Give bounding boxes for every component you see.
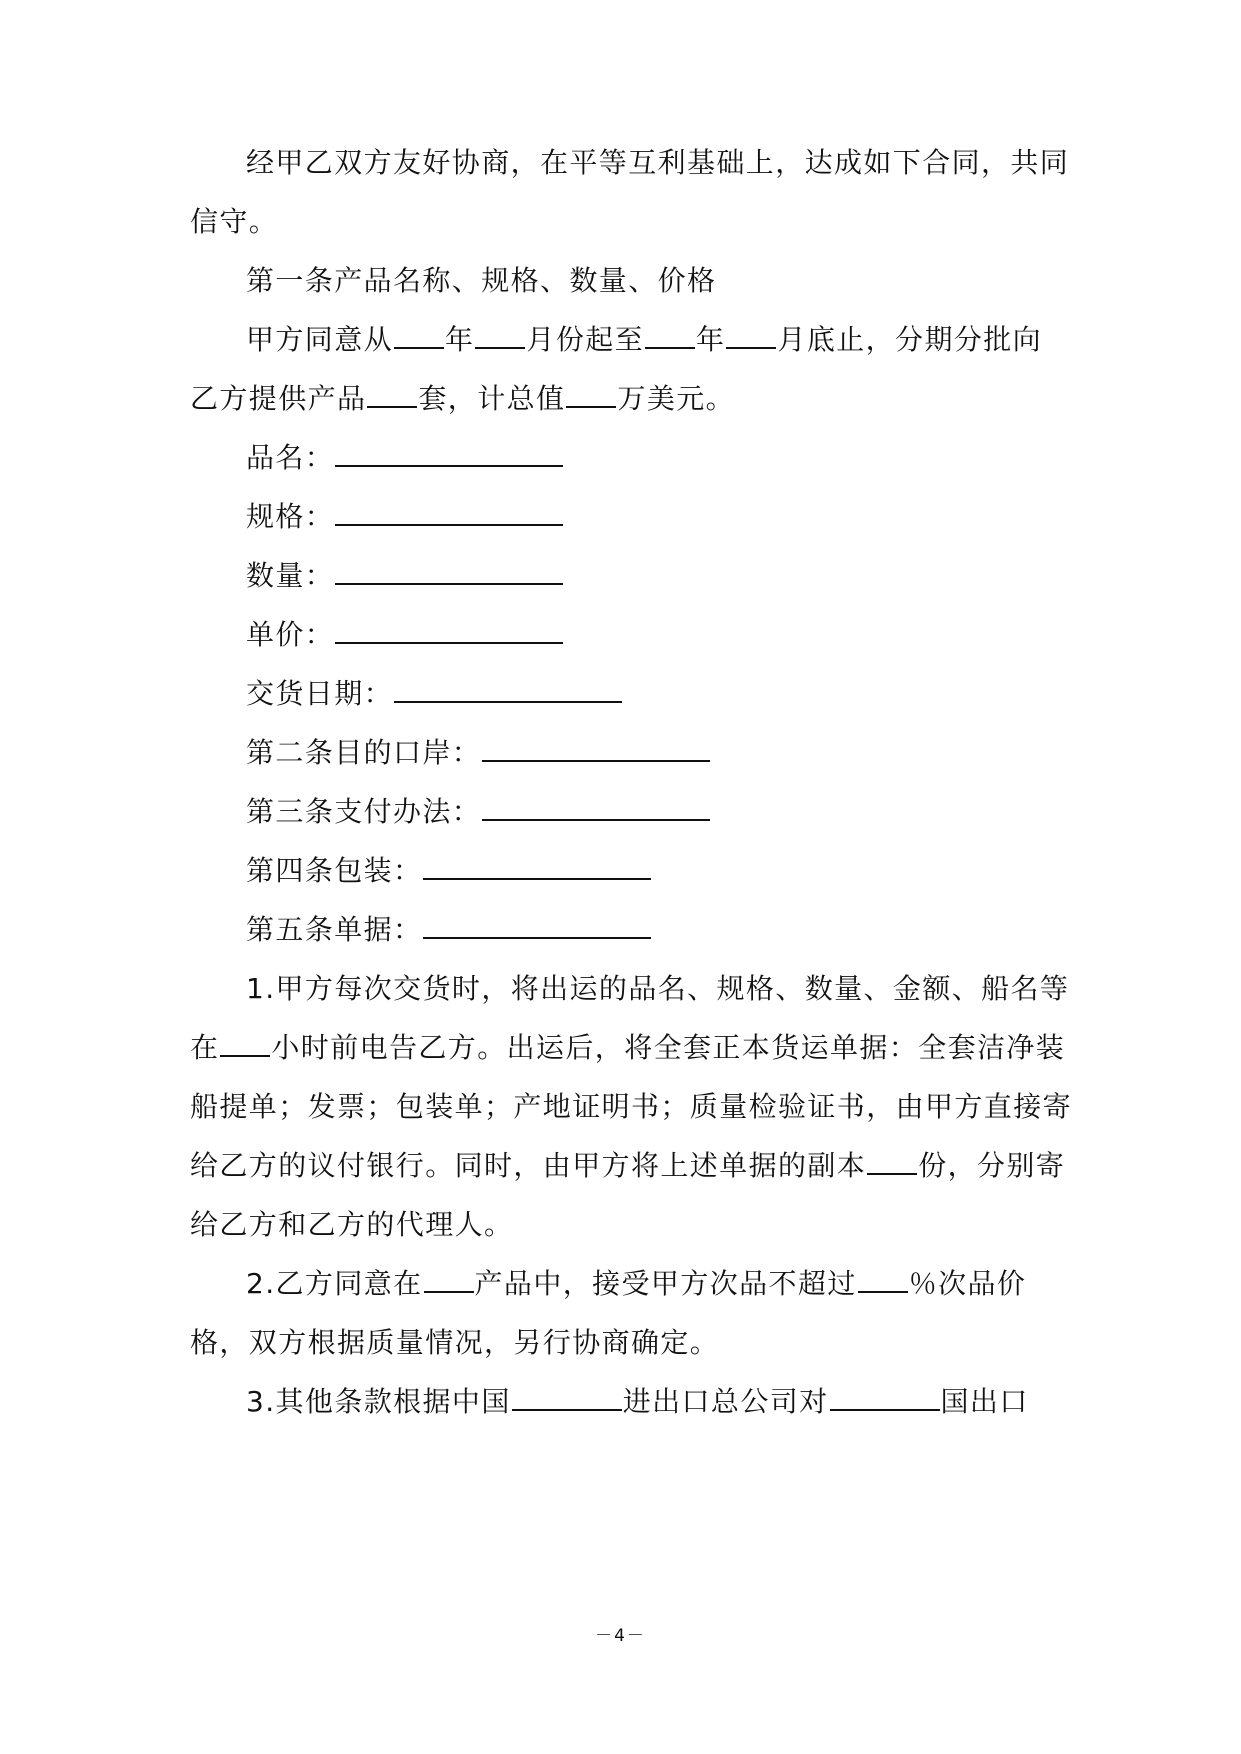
blank-hours xyxy=(220,1029,270,1057)
blank-specification xyxy=(335,498,563,526)
blank-sets xyxy=(367,380,417,408)
article-2-port: 第二条目的口岸： xyxy=(246,733,711,773)
blank-country xyxy=(830,1383,940,1411)
article-4-packaging: 第四条包装： xyxy=(246,851,652,891)
clause-1-line5: 给乙方和乙方的代理人。 xyxy=(190,1208,514,1241)
blank-documents xyxy=(423,911,651,939)
paragraph-intro-line2: 信守。 xyxy=(190,205,279,238)
field-specification: 规格： xyxy=(246,497,564,537)
clause-2-line1: 2.乙方同意在 产品中，接受甲方次品不超过 ％次品价 xyxy=(246,1267,1027,1300)
blank-payment-method xyxy=(482,793,710,821)
blank-defect-percent xyxy=(858,1265,908,1293)
blank-product-name xyxy=(335,439,563,467)
page-number: －4－ xyxy=(595,1626,646,1646)
blank-total-value xyxy=(566,380,616,408)
blank-end-year xyxy=(645,321,695,349)
clause-1-line3: 船提单；发票；包装单；产地证明书；质量检验证书，由甲方直接寄 xyxy=(190,1090,1073,1123)
blank-quantity xyxy=(335,557,563,585)
field-unit-price: 单价： xyxy=(246,615,564,655)
clause-3-line1: 3.其他条款根据中国 进出口总公司对 国出口 xyxy=(246,1385,1029,1418)
field-quantity: 数量： xyxy=(246,556,564,596)
clause-1-line1: 1.甲方每次交货时，将出运的品名、规格、数量、金额、船名等 xyxy=(246,972,1070,1005)
blank-start-month xyxy=(475,321,525,349)
blank-end-month xyxy=(726,321,776,349)
blank-start-year xyxy=(394,321,444,349)
blank-unit-price xyxy=(335,616,563,644)
clause-1-line2: 在 小时前电告乙方。出运后，将全套正本货运单据：全套洁净装 xyxy=(190,1031,1066,1064)
article-1-body-line1: 甲方同意从 年 月份起至 年 月底止，分期分批向 xyxy=(246,323,1043,356)
blank-copies xyxy=(867,1147,917,1175)
field-product-name: 品名： xyxy=(246,438,564,478)
clause-2-line2: 格，双方根据质量情况，另行协商确定。 xyxy=(190,1326,720,1359)
article-1-heading: 第一条产品名称、规格、数量、价格 xyxy=(246,264,717,297)
paragraph-intro-line1: 经甲乙双方友好协商，在平等互利基础上，达成如下合同，共同 xyxy=(246,146,1070,179)
article-5-documents: 第五条单据： xyxy=(246,910,652,950)
blank-company xyxy=(512,1383,622,1411)
article-3-payment: 第三条支付办法： xyxy=(246,792,711,832)
blank-product-batch xyxy=(424,1265,474,1293)
field-delivery-date: 交货日期： xyxy=(246,674,623,714)
blank-packaging xyxy=(423,852,651,880)
clause-1-line4: 给乙方的议付银行。同时，由甲方将上述单据的副本 份，分别寄 xyxy=(190,1149,1066,1182)
blank-destination-port xyxy=(482,734,710,762)
article-1-body-line2: 乙方提供产品 套，计总值 万美元。 xyxy=(190,382,736,415)
blank-delivery-date xyxy=(394,675,622,703)
